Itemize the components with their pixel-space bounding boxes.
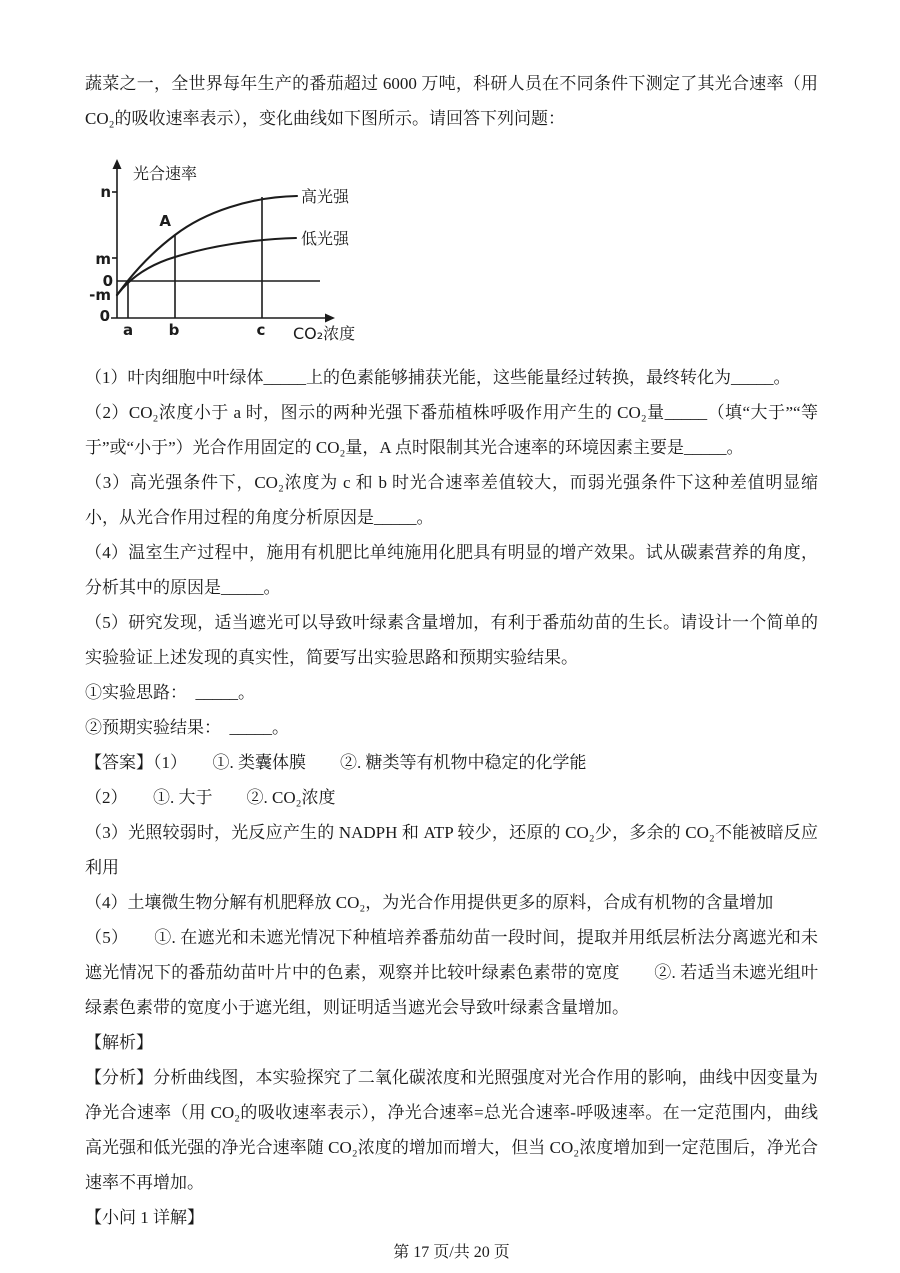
tick-origin: 0 — [99, 307, 110, 325]
analysis-header: 【解析】 — [85, 1033, 153, 1052]
chart-y-axis-label: 光合速率 — [133, 164, 198, 183]
tick-zero: 0 — [102, 272, 113, 290]
tick-neg-m: -m — [89, 286, 111, 304]
question-2: （2）CO₂浓度小于 a 时，图示的两种光强下番茄植株呼吸作用产生的 CO₂量_____（填“大于”“等于”或“小于”）光合作用固定的 CO₂量，A 点时限制其光合速率的环境因素主要是_____。 — [85, 403, 818, 457]
photosynthesis-figure — [85, 136, 818, 360]
tick-b: b — [168, 321, 180, 339]
tick-m: m — [95, 250, 111, 268]
answer-line-4: （4）土壤微生物分解有机肥释放 CO₂，为光合作用提供更多的原料，合成有机物的含量增加 — [85, 893, 774, 912]
x-axis-arrow — [325, 314, 335, 323]
answer-line-5: （5） ①. 在遮光和未遮光情况下种植培养番茄幼苗一段时间，提取并用纸层析法分离遮光和未遮光情况下的番茄幼苗叶片中的色素，观察并比较叶绿素色素带的宽度 ②. 若适当未遮光组叶绿素色素带的宽度小于遮光组，则证明适当遮光会导致叶绿素含量增加。 — [85, 928, 818, 1017]
point-a-label: A — [159, 212, 171, 230]
question-5: （5）研究发现，适当遮光可以导致叶绿素含量增加，有利于番茄幼苗的生长。请设计一个简单的实验验证上述发现的真实性，简要写出实验思路和预期实验结果。 — [85, 613, 818, 667]
co2-photosynthesis-chart — [85, 150, 385, 345]
tick-c: c — [256, 321, 266, 339]
analysis-paragraph: 【分析】分析曲线图，本实验探究了二氧化碳浓度和光照强度对光合作用的影响，曲线中因变量为净光合速率（用 CO₂的吸收速率表示），净光合速率=总光合速率-呼吸速率。在一定范围内，曲线高光强和低光强的净光合速率随 CO₂浓度的增加而增大，但当 CO₂浓度增加到一定范围后，净光合速率不再增加。 — [85, 1068, 818, 1192]
chart-x-axis-label: CO₂浓度 — [293, 324, 356, 343]
legend-high-light: 高光强 — [301, 187, 350, 206]
subquestion-1-header: 【小问 1 详解】 — [85, 1208, 204, 1227]
answer-line-2: （2） ①. 大于 ②. CO₂浓度 — [85, 788, 336, 807]
tick-n: n — [100, 183, 111, 201]
question-3: （3）高光强条件下，CO₂浓度为 c 和 b 时光合速率差值较大，而弱光强条件下这种差值明显缩小，从光合作用过程的角度分析原因是_____。 — [85, 473, 818, 527]
intro-paragraph: 蔬菜之一，全世界每年生产的番茄超过 6000 万吨，科研人员在不同条件下测定了其光合速率（用 CO₂的吸收速率表示），变化曲线如下图所示。请回答下列问题： — [85, 74, 818, 128]
question-5-item-1: ①实验思路： _____。 — [85, 683, 255, 702]
y-axis-arrow — [113, 159, 122, 169]
tick-a: a — [122, 321, 134, 339]
question-5-item-2: ②预期实验结果： _____。 — [85, 718, 289, 737]
question-1: （1）叶肉细胞中叶绿体_____上的色素能够捕获光能，这些能量经过转换，最终转化为_____。 — [85, 368, 791, 387]
curve-low-light — [117, 238, 296, 295]
question-4: （4）温室生产过程中，施用有机肥比单纯施用化肥具有明显的增产效果。试从碳素营养的角度，分析其中的原因是_____。 — [85, 543, 818, 597]
answer-line-3: （3）光照较弱时，光反应产生的 NADPH 和 ATP 较少，还原的 CO₂少，多余的 CO₂不能被暗反应利用 — [85, 823, 818, 877]
curve-high-light — [117, 196, 297, 295]
legend-low-light: 低光强 — [301, 229, 350, 248]
answer-line-1: 【答案】（1） ①. 类囊体膜 ②. 糖类等有机物中稳定的化学能 — [85, 753, 587, 772]
footer-page-number: 第 17 页/共 20 页 — [393, 1244, 510, 1261]
